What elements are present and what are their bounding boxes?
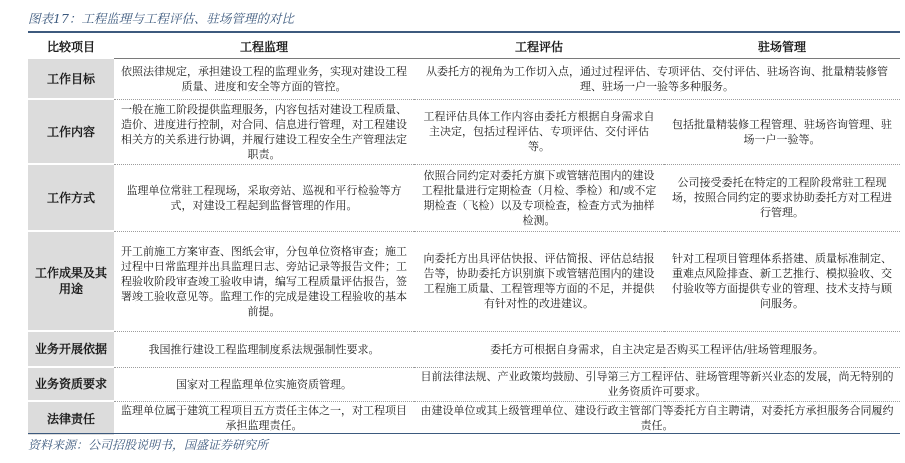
header-cell: 比较项目 bbox=[28, 35, 114, 58]
table-row bbox=[28, 331, 900, 367]
resident-cell: 公司接受委托在特定的工程阶段常驻工程现场，按照合同约定的要求协助委托方对工程进行管理。 bbox=[664, 164, 900, 231]
row-label: 工作成果及其用途 bbox=[28, 231, 114, 331]
table-row bbox=[28, 58, 900, 99]
evaluation-cell: 依照合同约定对委托方旗下或管辖范围内的建设工程批量进行定期检查（月检、季检）和/或不定期检查（飞检）以及专项检查，检查方式为抽样检测。 bbox=[414, 164, 664, 231]
table-row bbox=[28, 231, 900, 331]
merged-cell: 由建设单位或其上级管理单位、建设行政主管部门等委托方自主聘请，对委托方承担服务合同履约责任。 bbox=[414, 401, 900, 435]
row-label: 工作内容 bbox=[28, 99, 114, 164]
supervision-cell: 依照法律规定，承担建设工程的监理业务，实现对建设工程质量、进度和安全等方面的管控。 bbox=[121, 64, 407, 93]
row-label: 工作方式 bbox=[28, 164, 114, 231]
supervision-cell: 一般在施工阶段提供监理服务，内容包括对建设工程质量、造价、进度进行控制，对合同、信息进行管理，对工程建设相关方的关系进行协调，并履行建设工程安全生产管理法定职责。 bbox=[114, 99, 414, 164]
table-row bbox=[28, 99, 900, 164]
source-note: 资料来源：公司招股说明书，国盛证券研究所 bbox=[28, 438, 269, 452]
evaluation-cell: 工程评估具体工作内容由委托方根据自身需求自主决定，包括过程评估、专项评估、交付评估等。 bbox=[414, 99, 664, 164]
supervision-cell: 监理单位属于建筑工程项目五方责任主体之一，对工程项目承担监理责任。 bbox=[114, 401, 414, 435]
figure-title: 图表17：工程监理与工程评估、驻场管理的对比 bbox=[28, 11, 294, 26]
supervision-cell: 我国推行建设工程监理制度系法规强制性要求。 bbox=[114, 331, 414, 367]
table-row bbox=[28, 367, 900, 401]
merged-cell: 委托方可根据自身需求，自主决定是否购买工程评估/驻场管理服务。 bbox=[414, 331, 900, 367]
supervision-cell: 开工前施工方案审查、图纸会审，分包单位资格审查；施工过程中日常监理并出具监理日志、旁站记录等报告文件；工程验收阶段审查竣工验收申请，编写工程质量评估报告，签署竣工验收意见等。监理工作的完成是建设工程验收的基本前提。 bbox=[114, 231, 414, 331]
evaluation-cell: 向委托方出具评估快报、评估简报、评估总结报告等，协助委托方识别旗下或管辖范围内的建设工程施工质量、工程管理等方面的不足，并提供有针对性的改进建议。 bbox=[414, 231, 664, 331]
header-cell: 工程监理 bbox=[114, 35, 414, 58]
supervision-cell: 国家对工程监理单位实施资质管理。 bbox=[114, 367, 414, 401]
row-label: 业务资质要求 bbox=[28, 367, 114, 401]
header-cell: 驻场管理 bbox=[664, 35, 900, 58]
resident-cell: 包括批量精装修工程管理、驻场咨询管理、驻场一户一验等。 bbox=[664, 99, 900, 164]
row-label: 业务开展依据 bbox=[28, 331, 114, 367]
row-label: 法律责任 bbox=[28, 401, 114, 435]
comparison-table bbox=[28, 35, 900, 435]
merged-cell: 目前法律法规、产业政策均鼓励、引导第三方工程评估、驻场管理等新兴业态的发展，尚无特别的业务资质许可要求。 bbox=[414, 367, 900, 401]
table-row bbox=[28, 164, 900, 231]
supervision-cell: 监理单位常驻工程现场，采取旁站、巡视和平行检验等方式，对建设工程起到监督管理的作用。 bbox=[114, 164, 414, 231]
top-rule bbox=[28, 31, 900, 33]
header-row bbox=[28, 35, 900, 58]
table-row bbox=[28, 401, 900, 435]
header-cell: 工程评估 bbox=[414, 35, 664, 58]
merged-cell: 从委托方的视角为工作切入点，通过过程评估、专项评估、交付评估、驻场咨询、批量精装修管理、驻场一户一验等多种服务。 bbox=[426, 64, 888, 93]
row-label: 工作目标 bbox=[28, 58, 114, 99]
resident-cell: 针对工程项目管理体系搭建、质量标准制定、重难点风险排查、新工艺推行、模拟验收、交付验收等方面提供专业的管理、技术支持与顾问服务。 bbox=[664, 231, 900, 331]
bottom-rule bbox=[28, 433, 900, 434]
